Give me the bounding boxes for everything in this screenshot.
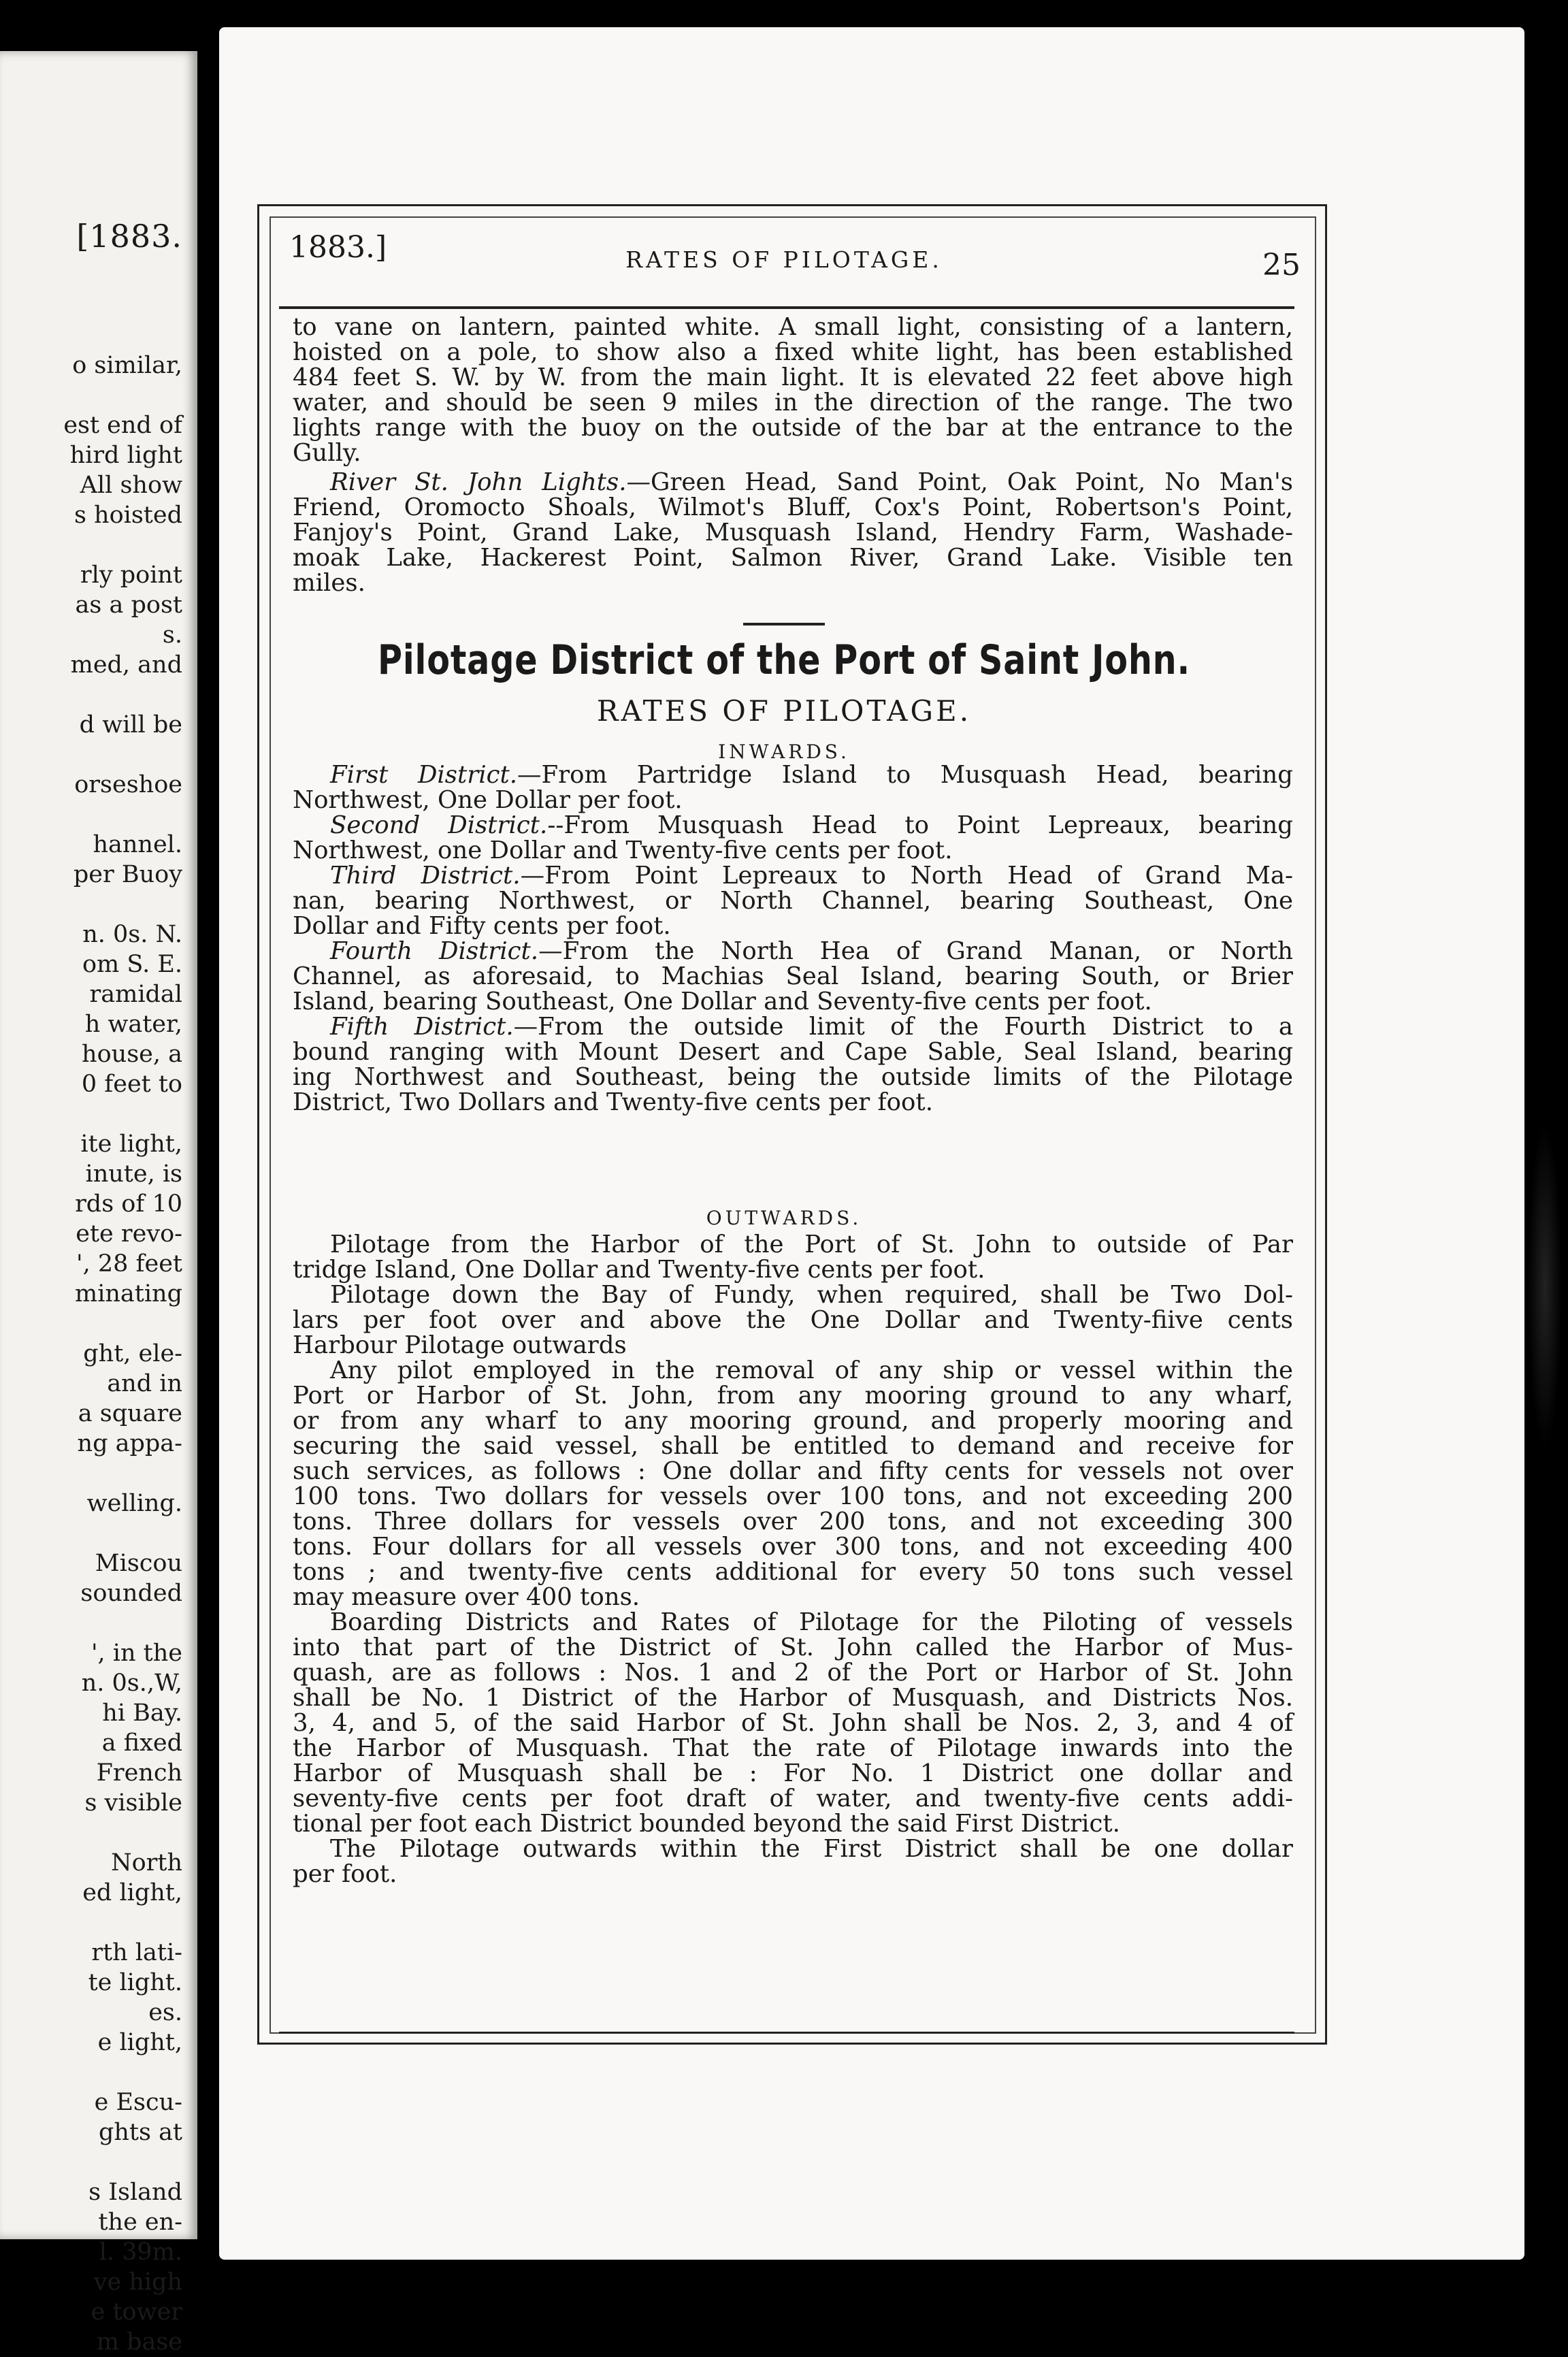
top-para-line: Gully.	[293, 439, 361, 467]
left-page-line: French	[96, 1759, 182, 1787]
river-para-line: River St. John Lights.—Green Head, Sand Point, Oak Point, No Man's	[330, 468, 1293, 496]
section-heading: Pilotage District of the Port of Saint John.	[377, 636, 1191, 684]
left-page-line: orseshoe	[74, 771, 182, 798]
outwards-line: may measure over 400 tons.	[293, 1583, 640, 1611]
top-para-line: hoisted on a pole, to show also a fixed white light, has been established	[293, 338, 1293, 366]
left-page-line: North	[110, 1849, 182, 1876]
top-para-line: lights range with the buoy on the outside of the bar at the entrance to the	[293, 414, 1293, 442]
left-page-line: 0 feet to	[81, 1071, 182, 1098]
left-page-line: ete revo-	[76, 1220, 182, 1248]
left-page-line: es.	[148, 1999, 182, 2026]
left-page-line: rth lati-	[91, 1939, 182, 1966]
left-page-line: the en-	[98, 2209, 182, 2236]
left-page-line: inute, is	[85, 1160, 182, 1188]
lighthouse-paragraph	[293, 314, 1293, 466]
left-page-line: minating	[75, 1280, 182, 1307]
inwards-heading: INWARDS.	[718, 741, 850, 763]
left-page-line: s Island	[88, 2179, 182, 2206]
left-page-line: m base	[96, 2328, 182, 2356]
left-page-line	[0, 1099, 182, 1129]
inwards-line: First District.—From Partridge Island to Musquash Head, bearing	[330, 761, 1293, 789]
left-page-line: te light.	[88, 1969, 182, 1996]
outwards-line: tons. Four dollars for all vessels over 300 tons, and not exceeding 400	[293, 1533, 1293, 1561]
left-page-line	[0, 890, 182, 920]
left-page-line: rds of 10	[75, 1190, 182, 1218]
top-para-line: water, and should be seen 9 miles in the direction of the range. The two	[293, 389, 1293, 417]
outwards-line: into that part of the District of St. John called the Harbor of Mus-	[293, 1633, 1293, 1661]
outwards-line: lars per foot over and above the One Dollar and Twenty-fiive cents	[293, 1306, 1293, 1334]
outwards-line: per foot.	[293, 1860, 397, 1888]
left-page-line: ramidal	[89, 981, 182, 1008]
left-page-line: ed light,	[82, 1879, 182, 1906]
left-page-line: s hoisted	[74, 502, 182, 529]
river-para-line: miles.	[293, 569, 365, 597]
outwards-line: Harbour Pilotage outwards	[293, 1331, 627, 1359]
left-page-line: s.	[162, 621, 182, 649]
outwards-line: tons ; and twenty-five cents additional for every 50 tons such vessel	[293, 1558, 1293, 1586]
left-page-line: ght, ele-	[83, 1340, 182, 1367]
left-page-line: a square	[78, 1400, 182, 1427]
left-page-line: e light,	[97, 2029, 182, 2056]
left-page-line: ng appa-	[77, 1430, 182, 1457]
left-page-line: n. 0s.,W,	[81, 1670, 182, 1697]
left-page-line: e tower	[91, 2298, 182, 2326]
left-page-line	[0, 530, 182, 560]
left-page-line	[0, 1309, 182, 1339]
left-page-line: sounded	[80, 1580, 182, 1607]
outwards-line: Any pilot employed in the removal of any ship or vessel within the	[330, 1356, 1293, 1384]
left-page-line: o similar,	[72, 352, 182, 379]
outwards-line: tridge Island, One Dollar and Twenty-five cents per foot.	[293, 1256, 985, 1284]
left-page-line: h water,	[84, 1011, 182, 1038]
outwards-line: Pilotage down the Bay of Fundy, when required, shall be Two Dol-	[330, 1281, 1293, 1309]
river-para-line: Friend, Oromocto Shoals, Wilmot's Bluff, Cox's Point, Robertson's Point,	[293, 493, 1293, 521]
left-page-line	[0, 1459, 182, 1489]
river-st-john-paragraph	[293, 470, 1293, 596]
left-page-line: e Escu-	[94, 2089, 182, 2116]
inwards-line: Fourth District.—From the North Hea of Grand Manan, or North	[330, 937, 1293, 965]
left-page-line	[0, 2147, 182, 2177]
left-page-line: d will be	[79, 711, 182, 738]
inwards-rates	[293, 762, 1293, 1115]
left-page-line: med, and	[70, 651, 182, 679]
left-page-line: as a post	[75, 591, 182, 619]
outwards-line: securing the said vessel, shall be entitled to demand and receive for	[293, 1432, 1293, 1460]
left-page-line: rly point	[80, 562, 182, 589]
inwards-line: Third District.—From Point Lepreaux to North Head of Grand Ma-	[330, 862, 1294, 890]
left-page-line	[0, 380, 182, 410]
left-page-line	[0, 800, 182, 830]
left-page-line: house, a	[82, 1041, 182, 1068]
inwards-line: Northwest, one Dollar and Twenty-five cents per foot.	[293, 836, 953, 864]
outwards-line: Harbor of Musquash shall be : For No. 1 District one dollar and	[293, 1759, 1293, 1787]
left-page-line: welling.	[86, 1490, 182, 1517]
river-para-line: Fanjoy's Point, Grand Lake, Musquash Island, Hendry Farm, Washade-	[293, 519, 1293, 547]
left-page-line: ', in the	[91, 1640, 182, 1667]
inwards-line: Northwest, One Dollar per foot.	[293, 786, 683, 814]
section-subheading: RATES OF PILOTAGE.	[596, 694, 972, 728]
inwards-line: District, Two Dollars and Twenty-five cents per foot.	[293, 1088, 933, 1116]
running-head-year: 1883.]	[289, 230, 387, 265]
left-page-line	[0, 1608, 182, 1638]
page-number: 25	[1262, 248, 1301, 282]
left-page-line: and in	[107, 1370, 182, 1397]
left-page-line: a fixed	[101, 1729, 182, 1757]
outwards-heading: OUTWARDS.	[706, 1207, 862, 1229]
outwards-line: tional per foot each District bounded beyond the said First District.	[293, 1810, 1120, 1838]
outwards-line: 100 tons. Two dollars for vessels over 100 tons, and not exceeding 200	[293, 1482, 1293, 1510]
top-para-line: 484 feet S. W. by W. from the main light. It is elevated 22 feet above high	[293, 363, 1293, 391]
left-page-year: [1883.	[76, 218, 182, 255]
outwards-rates	[293, 1232, 1293, 1887]
left-page-line: ', 28 feet	[76, 1250, 182, 1278]
left-page-line: l. 39m.	[99, 2239, 182, 2266]
left-page-line	[0, 1818, 182, 1848]
outwards-line: 3, 4, and 5, of the said Harbor of St. John shall be Nos. 2, 3, and 4 of	[293, 1709, 1293, 1737]
inwards-line: Fifth District.—From the outside limit of the Fourth District to a	[330, 1013, 1293, 1041]
outwards-line: shall be No. 1 District of the Harbor of Musquash, and Districts Nos.	[293, 1684, 1293, 1712]
left-page-line: ve high	[93, 2269, 182, 2296]
outwards-line: The Pilotage outwards within the First District shall be one dollar	[330, 1835, 1293, 1863]
outwards-line: such services, as follows : One dollar and fifty cents for vessels not over	[293, 1457, 1293, 1485]
left-page-line: ghts at	[98, 2119, 182, 2146]
page-edge-shadow	[1528, 1123, 1562, 1450]
outwards-line: Port or Harbor of St. John, from any mooring ground to any wharf,	[293, 1382, 1293, 1410]
outwards-line: Pilotage from the Harbor of the Port of St. John to outside of Par	[330, 1231, 1293, 1258]
left-page-line: All show	[80, 472, 182, 499]
bottom-rule	[279, 2032, 1294, 2034]
header-rule	[279, 306, 1294, 309]
left-page-line: ite light,	[80, 1131, 182, 1158]
inwards-line: bound ranging with Mount Desert and Cape Sable, Seal Island, bearing	[293, 1038, 1293, 1066]
left-page-line: hird light	[69, 442, 182, 469]
left-page-line: hannel.	[93, 831, 182, 858]
inwards-line: nan, bearing Northwest, or North Channel, bearing Southeast, One	[293, 887, 1293, 915]
left-page-line: est end of	[63, 412, 182, 439]
left-page-line: Miscou	[95, 1550, 182, 1577]
left-page-line: n. 0s. N.	[82, 921, 182, 948]
section-divider	[743, 623, 825, 625]
inwards-line: ing Northwest and Southeast, being the outside limits of the Pilotage	[293, 1063, 1293, 1091]
left-page-line: per Buoy	[73, 861, 182, 888]
left-page-line: hi Bay.	[102, 1700, 182, 1727]
outwards-line: the Harbor of Musquash. That the rate of Pilotage inwards into the	[293, 1734, 1293, 1762]
outwards-line: Boarding Districts and Rates of Pilotage for the Piloting of vessels	[330, 1608, 1293, 1636]
left-page-line: om S. E.	[82, 951, 182, 978]
outwards-line: or from any wharf to any mooring ground, and properly mooring and	[293, 1407, 1293, 1435]
river-para-line: moak Lake, Hackerest Point, Salmon River, Grand Lake. Visible ten	[293, 544, 1293, 572]
outwards-line: tons. Three dollars for vessels over 200 tons, and not exceeding 300	[293, 1508, 1293, 1535]
inwards-line: Island, bearing Southeast, One Dollar and Seventy-five cents per foot.	[293, 988, 1152, 1015]
running-head-title: RATES OF PILOTAGE.	[625, 246, 943, 273]
left-page	[0, 51, 197, 2356]
inwards-line: Dollar and Fifty cents per foot.	[293, 912, 671, 940]
top-para-line: to vane on lantern, painted white. A small light, consisting of a lantern,	[293, 313, 1293, 341]
left-page-line: s visible	[84, 1789, 182, 1817]
inwards-line: Second District.--From Musquash Head to Point Lepreaux, bearing	[330, 811, 1293, 839]
left-page-line	[0, 1518, 182, 1548]
outwards-line: quash, are as follows : Nos. 1 and 2 of the Port or Harbor of St. John	[293, 1659, 1293, 1687]
inwards-line: Channel, as aforesaid, to Machias Seal Island, bearing South, or Brier	[293, 962, 1293, 990]
outwards-line: seventy-five cents per foot draft of water, and twenty-five cents addi-	[293, 1785, 1293, 1813]
left-page-line	[0, 2058, 182, 2087]
left-page-line	[0, 1908, 182, 1938]
